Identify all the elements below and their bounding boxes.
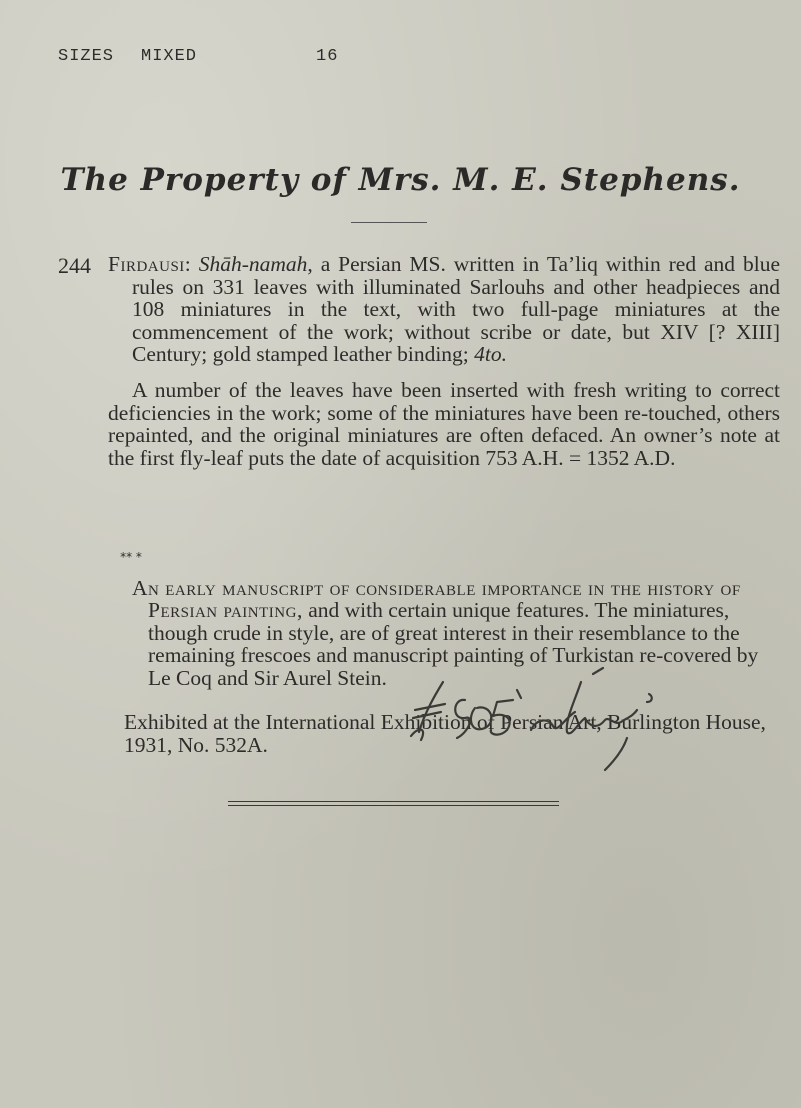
lot-work-title: Shāh-namah bbox=[198, 252, 308, 276]
lot-exhibited-paragraph: Exhibited at the International Exhibition of Persian Art, Burlington House, 1931, No. 532A. bbox=[124, 709, 766, 757]
asterism: ** * bbox=[120, 550, 142, 564]
lot-importance-text: and with certain unique features. The miniatures, though crude in style, are of great interest in their resemblance to the remaining frescoes and manuscript painting of Turkistan re-covered by Le Coq and Sir Aurel Stein. bbox=[148, 598, 759, 690]
bottom-rule bbox=[228, 801, 559, 802]
handwriting-signature-icon bbox=[405, 660, 665, 775]
section-title: The Property of Mrs. M. E. Stephens. bbox=[60, 162, 741, 198]
header-mixed: MIXED bbox=[141, 47, 198, 66]
page-header bbox=[58, 47, 758, 71]
lot-importance-lead: An early manuscript of considerable importance in the history of Persian painting, bbox=[132, 575, 741, 623]
lot-author: Firdausi bbox=[108, 252, 185, 276]
lot-number: 244 bbox=[58, 253, 91, 278]
lot-description bbox=[108, 253, 780, 469]
page-number: 16 bbox=[316, 47, 339, 66]
header-sizes: SIZES bbox=[58, 47, 115, 66]
title-rule bbox=[351, 222, 427, 223]
lot-colon: : bbox=[184, 252, 199, 276]
bottom-rule bbox=[228, 805, 559, 806]
lot-format: 4to. bbox=[474, 342, 508, 367]
lot-condition-paragraph: A number of the leaves have been inserted with fresh writing to correct deficiencies in the work; some of the miniatures have been re-touched, others repainted, and the original miniatures are often defaced. An owner’s note at the first fly-leaf puts the date of acquisition 753 A.H. = 1352 A.D. bbox=[108, 377, 780, 470]
lot-main-paragraph bbox=[108, 253, 780, 366]
handwritten-price-note bbox=[405, 660, 665, 775]
lot-description-text: , a Persian MS. written in Ta’liq within red and blue rules on 331 leaves with illuminated Sarlouhs and other headpieces and 108 miniatures in the text, with two full-page miniatures at the commencement of the work; without scribe or date, but XIV [? XIII] Century; gold stamped leather binding; bbox=[132, 252, 780, 367]
